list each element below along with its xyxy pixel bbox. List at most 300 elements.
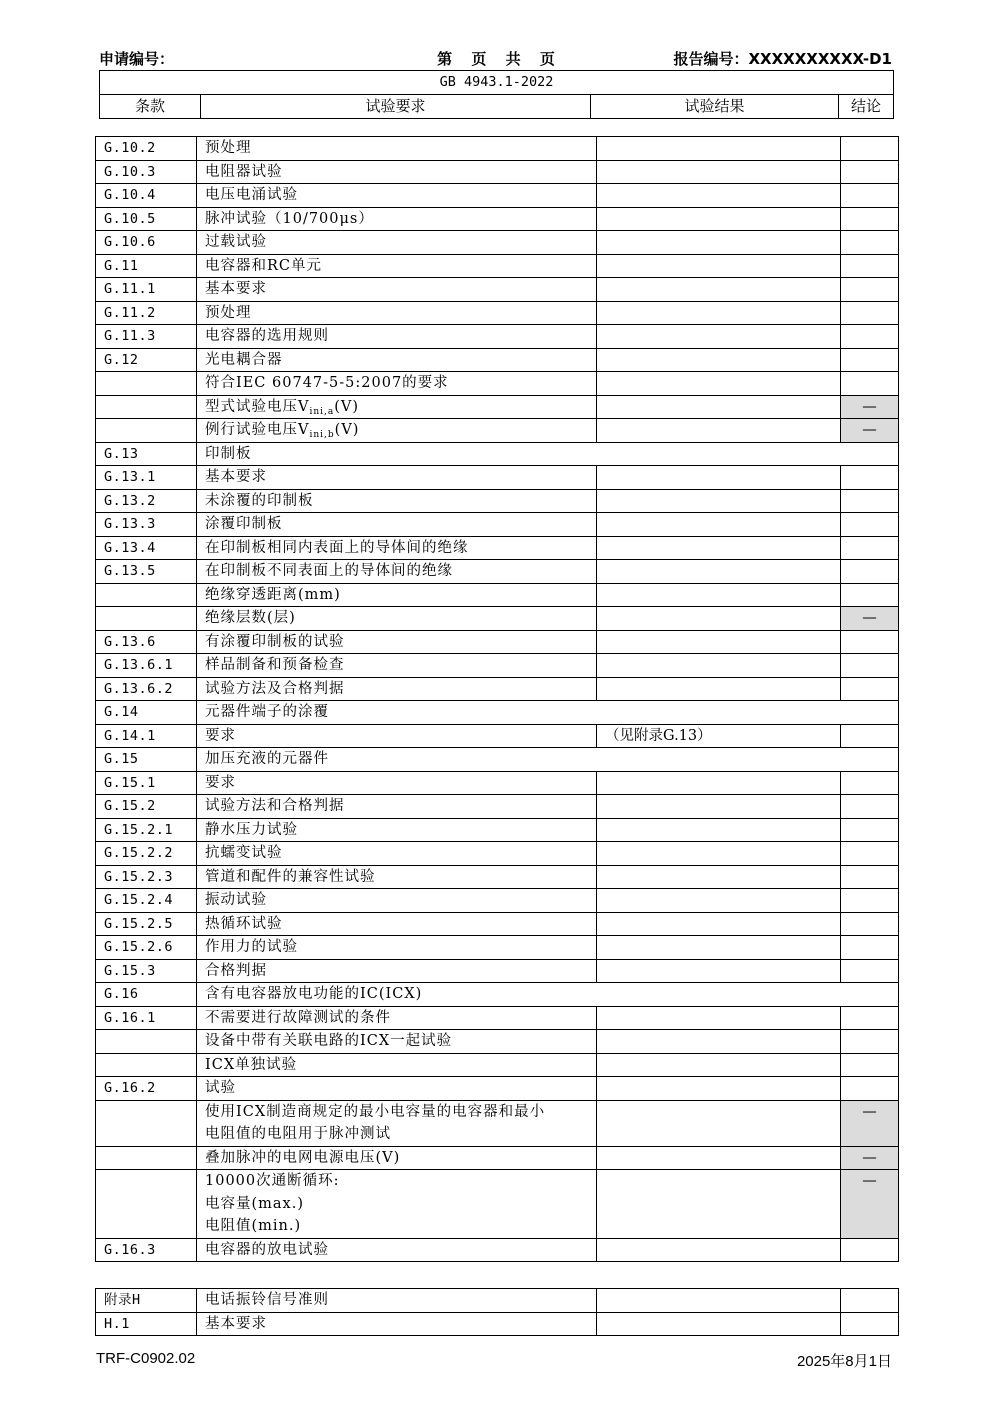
verdict-cell[interactable] — [841, 724, 899, 748]
table-row — [96, 137, 899, 161]
result-cell[interactable] — [597, 842, 841, 866]
requirement-cell — [197, 207, 597, 231]
table-row — [96, 184, 899, 208]
page-number-label: 第 页 共 页 — [437, 50, 555, 68]
table-row — [96, 231, 899, 255]
requirement-text — [205, 302, 596, 325]
verdict-cell[interactable] — [841, 466, 899, 490]
column-header-result: 试验结果 — [591, 95, 839, 119]
result-cell[interactable] — [597, 560, 841, 584]
table-row — [96, 1170, 899, 1239]
table-row — [96, 466, 899, 490]
result-cell[interactable] — [597, 1170, 841, 1239]
requirement-text — [205, 748, 898, 771]
requirement-text-part: 电压电涌试验 — [205, 187, 298, 203]
clause-cell: G.15.3 — [96, 959, 197, 983]
voltage-subscript: ini,a — [309, 406, 335, 417]
clause-cell: G.16.1 — [96, 1006, 197, 1030]
requirement-cell — [197, 560, 597, 584]
clause-cell: G.13 — [96, 442, 197, 466]
result-cell[interactable] — [597, 348, 841, 372]
result-cell[interactable] — [597, 513, 841, 537]
requirement-text — [205, 678, 596, 701]
result-cell[interactable] — [597, 536, 841, 560]
verdict-cell[interactable]: — — [841, 395, 899, 419]
requirement-text-part: 电容量(max.) — [205, 1195, 304, 1212]
table-row — [96, 254, 899, 278]
requirement-cell — [197, 912, 597, 936]
requirement-cell — [197, 795, 597, 819]
table-row — [96, 301, 899, 325]
clause-cell: G.13.2 — [96, 489, 197, 513]
table-row — [96, 795, 899, 819]
requirement-text — [205, 1215, 596, 1238]
result-cell[interactable] — [597, 818, 841, 842]
clause-cell: G.16 — [96, 983, 197, 1007]
verdict-cell[interactable] — [841, 278, 899, 302]
clause-cell: G.10.5 — [96, 207, 197, 231]
clause-cell: G.16.2 — [96, 1077, 197, 1101]
table-row — [96, 771, 899, 795]
voltage-subscript: ini,b — [309, 430, 335, 440]
verdict-cell[interactable] — [841, 630, 899, 654]
verdict-cell[interactable] — [841, 889, 899, 913]
verdict-cell[interactable] — [841, 137, 899, 161]
table-row — [96, 1077, 899, 1101]
requirement-text — [205, 1147, 596, 1170]
requirement-text — [205, 208, 596, 231]
requirement-cell — [197, 489, 597, 513]
column-header-verdict: 结论 — [839, 95, 894, 119]
result-cell[interactable] — [597, 795, 841, 819]
requirement-text-part: 绝缘穿透距离(mm) — [205, 586, 341, 603]
clause-cell: G.10.6 — [96, 231, 197, 255]
table-row — [96, 630, 899, 654]
clause-cell: G.15.2.2 — [96, 842, 197, 866]
requirement-cell — [197, 372, 597, 396]
requirement-text-part: 印制板 — [205, 445, 252, 462]
verdict-cell[interactable] — [841, 207, 899, 231]
requirement-text — [205, 490, 596, 513]
requirement-text — [205, 960, 596, 983]
requirement-text-part: 合格判据 — [205, 962, 267, 979]
requirement-cell — [197, 278, 597, 302]
verdict-cell[interactable] — [841, 1077, 899, 1101]
requirement-text — [205, 889, 596, 912]
clause-cell: G.15.2.6 — [96, 936, 197, 960]
requirement-cell — [197, 865, 597, 889]
clause-cell: G.13.6.2 — [96, 677, 197, 701]
requirement-text-part: 未涂覆的印制板 — [205, 492, 314, 509]
requirement-text-part: 要求 — [205, 727, 236, 744]
clause-cell — [96, 372, 197, 396]
requirement-text — [205, 795, 596, 818]
requirement-cell — [197, 301, 597, 325]
table-row — [96, 842, 899, 866]
clause-cell: G.13.3 — [96, 513, 197, 537]
requirement-text — [205, 913, 596, 936]
clause-cell: G.10.2 — [96, 137, 197, 161]
clause-cell: G.13.6.1 — [96, 654, 197, 678]
result-cell[interactable] — [597, 1030, 841, 1054]
application-number-label: 申请编号： — [99, 50, 175, 68]
requirement-text — [205, 372, 596, 395]
requirement-cell — [197, 466, 597, 490]
requirement-cell — [197, 1312, 597, 1336]
requirement-cell — [197, 1146, 597, 1170]
clause-cell — [96, 1146, 197, 1170]
result-cell[interactable] — [597, 959, 841, 983]
column-header-requirement: 试验要求 — [201, 95, 591, 119]
result-cell[interactable] — [597, 1312, 841, 1336]
clause-cell — [96, 1030, 197, 1054]
clause-cell: 附录H — [96, 1289, 197, 1313]
result-cell[interactable] — [597, 254, 841, 278]
requirement-text — [205, 819, 596, 842]
table-row — [96, 1053, 899, 1077]
requirement-text-part: 叠加脉冲的电网电源电压(V) — [205, 1149, 401, 1166]
requirement-text-part: 试验方法和合格判据 — [205, 798, 345, 814]
verdict-cell[interactable] — [841, 254, 899, 278]
table-row — [96, 654, 899, 678]
table-row — [96, 583, 899, 607]
result-cell[interactable] — [597, 231, 841, 255]
requirement-text — [205, 443, 898, 466]
verdict-cell[interactable] — [841, 818, 899, 842]
requirement-cell — [197, 818, 597, 842]
result-cell[interactable] — [597, 184, 841, 208]
clause-cell: G.11.2 — [96, 301, 197, 325]
requirement-text-part: 过载试验 — [205, 234, 267, 250]
requirement-text — [205, 1289, 596, 1312]
requirement-cell — [197, 325, 597, 349]
result-cell[interactable] — [597, 1053, 841, 1077]
verdict-cell[interactable] — [841, 1030, 899, 1054]
verdict-cell[interactable] — [841, 1006, 899, 1030]
requirement-cell — [197, 654, 597, 678]
requirement-text-part: 涂覆印制板 — [205, 516, 283, 532]
requirement-cell — [197, 748, 899, 772]
table-row — [96, 372, 899, 396]
verdict-cell[interactable] — [841, 301, 899, 325]
table-row — [96, 1030, 899, 1054]
requirement-cell — [197, 1289, 597, 1313]
requirement-cell — [197, 771, 597, 795]
requirement-text-part: 符合IEC 60747-5-5:2007的要求 — [205, 375, 449, 391]
requirement-text-part: 型式试验电压V — [205, 398, 310, 415]
requirement-cell — [197, 677, 597, 701]
verdict-cell[interactable]: — — [841, 419, 899, 443]
verdict-cell[interactable] — [841, 677, 899, 701]
result-cell[interactable] — [597, 583, 841, 607]
form-code: TRF-C0902.02 — [96, 1350, 196, 1367]
clause-cell: G.16.3 — [96, 1238, 197, 1262]
requirement-text-part: 基本要求 — [205, 1315, 267, 1332]
clause-cell — [96, 607, 197, 631]
verdict-cell[interactable]: — — [841, 607, 899, 631]
result-cell[interactable] — [597, 912, 841, 936]
clause-cell: G.10.4 — [96, 184, 197, 208]
verdict-cell[interactable] — [841, 513, 899, 537]
verdict-cell[interactable] — [841, 231, 899, 255]
requirement-text — [205, 654, 596, 677]
requirement-text — [205, 936, 596, 959]
result-cell[interactable] — [597, 771, 841, 795]
verdict-cell[interactable] — [841, 959, 899, 983]
verdict-cell[interactable] — [841, 160, 899, 184]
requirement-text-part: 基本要求 — [205, 281, 267, 297]
result-cell[interactable] — [597, 1077, 841, 1101]
table-row — [96, 1006, 899, 1030]
result-cell[interactable] — [597, 466, 841, 490]
clause-cell: G.15.2.4 — [96, 889, 197, 913]
clause-cell — [96, 1170, 197, 1239]
requirement-text-part: 有涂覆印制板的试验 — [205, 633, 345, 650]
requirement-cell — [197, 983, 899, 1007]
table-row — [96, 959, 899, 983]
clause-cell: G.13.6 — [96, 630, 197, 654]
verdict-cell[interactable] — [841, 184, 899, 208]
requirement-text — [205, 1123, 596, 1146]
table-row — [96, 936, 899, 960]
clause-cell: G.15.2 — [96, 795, 197, 819]
table-row — [96, 1146, 899, 1170]
table-row — [96, 419, 899, 443]
table-row — [96, 207, 899, 231]
requirement-text — [205, 137, 596, 160]
requirement-text-part: 样品制备和预备检查 — [205, 657, 345, 673]
table-row — [96, 395, 899, 419]
result-cell[interactable] — [597, 489, 841, 513]
table-row — [96, 1312, 899, 1336]
requirement-text-part: 预处理 — [205, 304, 252, 321]
result-cell[interactable] — [597, 160, 841, 184]
requirement-text — [205, 725, 596, 748]
result-cell[interactable] — [597, 301, 841, 325]
requirement-cell — [197, 160, 597, 184]
requirement-text-part: 电话振铃信号准则 — [205, 1292, 329, 1308]
table-row — [96, 442, 899, 466]
table-row — [96, 607, 899, 631]
table-row — [96, 348, 899, 372]
requirement-text-part: 脉冲试验（10/700μs） — [205, 210, 374, 227]
verdict-cell[interactable] — [841, 771, 899, 795]
requirement-text — [205, 1193, 596, 1216]
clause-cell: G.14 — [96, 701, 197, 725]
requirement-cell — [197, 630, 597, 654]
requirement-text-part: 含有电容器放电功能的IC(ICX) — [205, 986, 423, 1002]
requirement-text-part: 静水压力试验 — [205, 821, 298, 838]
verdict-cell[interactable] — [841, 1053, 899, 1077]
annex-h-table — [95, 1288, 899, 1336]
table-row — [96, 1238, 899, 1262]
requirement-cell — [197, 348, 597, 372]
requirement-text — [205, 584, 596, 607]
table-row — [96, 701, 899, 725]
requirement-cell — [197, 536, 597, 560]
report-number-label: 报告编号：XXXXXXXXXX-D1 — [673, 50, 892, 68]
requirement-text-part: 在印制板相同内表面上的导体间的绝缘 — [205, 539, 469, 556]
requirement-cell — [197, 1100, 597, 1146]
clause-cell: G.11.3 — [96, 325, 197, 349]
clause-cell: G.15.2.1 — [96, 818, 197, 842]
result-cell[interactable] — [597, 419, 841, 443]
requirement-text-part: 例行试验电压V — [205, 422, 310, 438]
requirement-text-part: 元器件端子的涂覆 — [205, 704, 329, 720]
result-cell[interactable] — [597, 1289, 841, 1313]
requirement-text-part: 抗蠕变试验 — [205, 845, 283, 861]
verdict-cell[interactable]: — — [841, 1100, 899, 1146]
table-row — [96, 724, 899, 748]
verdict-cell[interactable] — [841, 936, 899, 960]
requirement-text — [205, 255, 596, 278]
requirement-text — [205, 631, 596, 654]
requirement-text — [205, 325, 596, 348]
table-row — [96, 912, 899, 936]
verdict-cell[interactable] — [841, 536, 899, 560]
verdict-cell[interactable] — [841, 795, 899, 819]
clause-cell: G.13.5 — [96, 560, 197, 584]
requirement-text — [205, 842, 596, 865]
clause-cell: G.11.1 — [96, 278, 197, 302]
test-requirements-table — [95, 136, 899, 1262]
requirement-cell — [197, 936, 597, 960]
requirement-text — [205, 701, 898, 724]
column-header-clause: 条款 — [100, 95, 201, 119]
table-row — [96, 983, 899, 1007]
table-row — [96, 278, 899, 302]
requirement-text-part: 试验方法及合格判据 — [205, 680, 345, 697]
requirement-text — [205, 184, 596, 207]
requirement-cell — [197, 442, 899, 466]
table-row — [96, 748, 899, 772]
requirement-text-part: 预处理 — [205, 140, 252, 156]
requirement-cell — [197, 1238, 597, 1262]
result-cell[interactable] — [597, 137, 841, 161]
requirement-text — [205, 772, 596, 795]
result-cell[interactable] — [597, 372, 841, 396]
table-row — [96, 1289, 899, 1313]
result-cell[interactable] — [597, 1146, 841, 1170]
result-cell[interactable] — [597, 1238, 841, 1262]
verdict-cell[interactable] — [841, 348, 899, 372]
result-cell[interactable] — [597, 865, 841, 889]
requirement-text-part: 要求 — [205, 774, 236, 791]
verdict-cell[interactable] — [841, 489, 899, 513]
unit-text: (V) — [334, 398, 360, 415]
requirement-text — [205, 1239, 596, 1262]
result-cell[interactable] — [597, 278, 841, 302]
result-cell[interactable] — [597, 207, 841, 231]
clause-cell: G.15.1 — [96, 771, 197, 795]
result-cell[interactable]: （见附录G.13） — [597, 724, 841, 748]
requirement-cell — [197, 254, 597, 278]
requirement-text — [205, 607, 596, 630]
verdict-cell[interactable]: — — [841, 1170, 899, 1239]
requirement-text-part: 热循环试验 — [205, 915, 283, 932]
requirement-text-part: 绝缘层数(层) — [205, 610, 296, 626]
verdict-cell[interactable] — [841, 912, 899, 936]
requirement-cell — [197, 583, 597, 607]
clause-cell — [96, 1100, 197, 1146]
result-cell[interactable] — [597, 1006, 841, 1030]
requirement-text — [205, 419, 596, 442]
requirement-cell — [197, 842, 597, 866]
requirement-cell — [197, 1170, 597, 1239]
requirement-text — [205, 1313, 596, 1336]
verdict-cell[interactable] — [841, 842, 899, 866]
verdict-cell[interactable] — [841, 325, 899, 349]
clause-cell: G.15 — [96, 748, 197, 772]
requirement-text-part: ICX单独试验 — [205, 1056, 298, 1073]
requirement-text-part: 管道和配件的兼容性试验 — [205, 868, 376, 885]
verdict-cell[interactable] — [841, 1312, 899, 1336]
result-cell[interactable] — [597, 1100, 841, 1146]
verdict-cell[interactable] — [841, 654, 899, 678]
requirement-text — [205, 560, 596, 583]
column-header-table — [99, 70, 894, 119]
verdict-cell[interactable] — [841, 865, 899, 889]
requirement-text-part: 电容器的选用规则 — [205, 328, 329, 344]
verdict-cell[interactable]: — — [841, 1146, 899, 1170]
result-cell[interactable] — [597, 630, 841, 654]
requirement-text — [205, 1030, 596, 1053]
result-cell[interactable] — [597, 936, 841, 960]
verdict-cell[interactable] — [841, 583, 899, 607]
requirement-cell — [197, 607, 597, 631]
result-cell[interactable] — [597, 607, 841, 631]
requirement-text — [205, 513, 596, 536]
requirement-text-part: 电阻器试验 — [205, 163, 283, 180]
unit-text: (V) — [334, 422, 360, 438]
clause-cell: G.12 — [96, 348, 197, 372]
standard-number: GB 4943.1-2022 — [100, 71, 894, 95]
requirement-text — [205, 1007, 596, 1030]
requirement-cell — [197, 1030, 597, 1054]
clause-cell: G.10.3 — [96, 160, 197, 184]
clause-cell: G.13.4 — [96, 536, 197, 560]
requirement-cell — [197, 1077, 597, 1101]
table-row — [96, 560, 899, 584]
result-cell[interactable] — [597, 677, 841, 701]
result-cell[interactable] — [597, 654, 841, 678]
requirement-text — [205, 1101, 596, 1124]
table-row — [96, 489, 899, 513]
requirement-cell — [197, 1053, 597, 1077]
result-cell[interactable] — [597, 325, 841, 349]
clause-cell — [96, 1053, 197, 1077]
requirement-text-part: 电阻值(min.) — [205, 1218, 302, 1234]
requirement-text — [205, 1170, 596, 1193]
verdict-cell[interactable] — [841, 560, 899, 584]
result-cell[interactable] — [597, 395, 841, 419]
requirement-text-part: 10000次通断循环: — [205, 1173, 340, 1189]
verdict-cell[interactable] — [841, 1289, 899, 1313]
issue-date: 2025年8月1日 — [796, 1353, 892, 1370]
verdict-cell[interactable] — [841, 372, 899, 396]
result-cell[interactable] — [597, 889, 841, 913]
table-row — [96, 818, 899, 842]
requirement-text-part: 试验 — [205, 1080, 236, 1096]
table-row — [96, 513, 899, 537]
table-row — [96, 1100, 899, 1146]
requirement-text-part: 设备中带有关联电路的ICX一起试验 — [205, 1033, 453, 1049]
requirement-cell — [197, 959, 597, 983]
requirement-text — [205, 983, 898, 1006]
requirement-text — [205, 396, 596, 419]
requirement-text — [205, 866, 596, 889]
verdict-cell[interactable] — [841, 1238, 899, 1262]
